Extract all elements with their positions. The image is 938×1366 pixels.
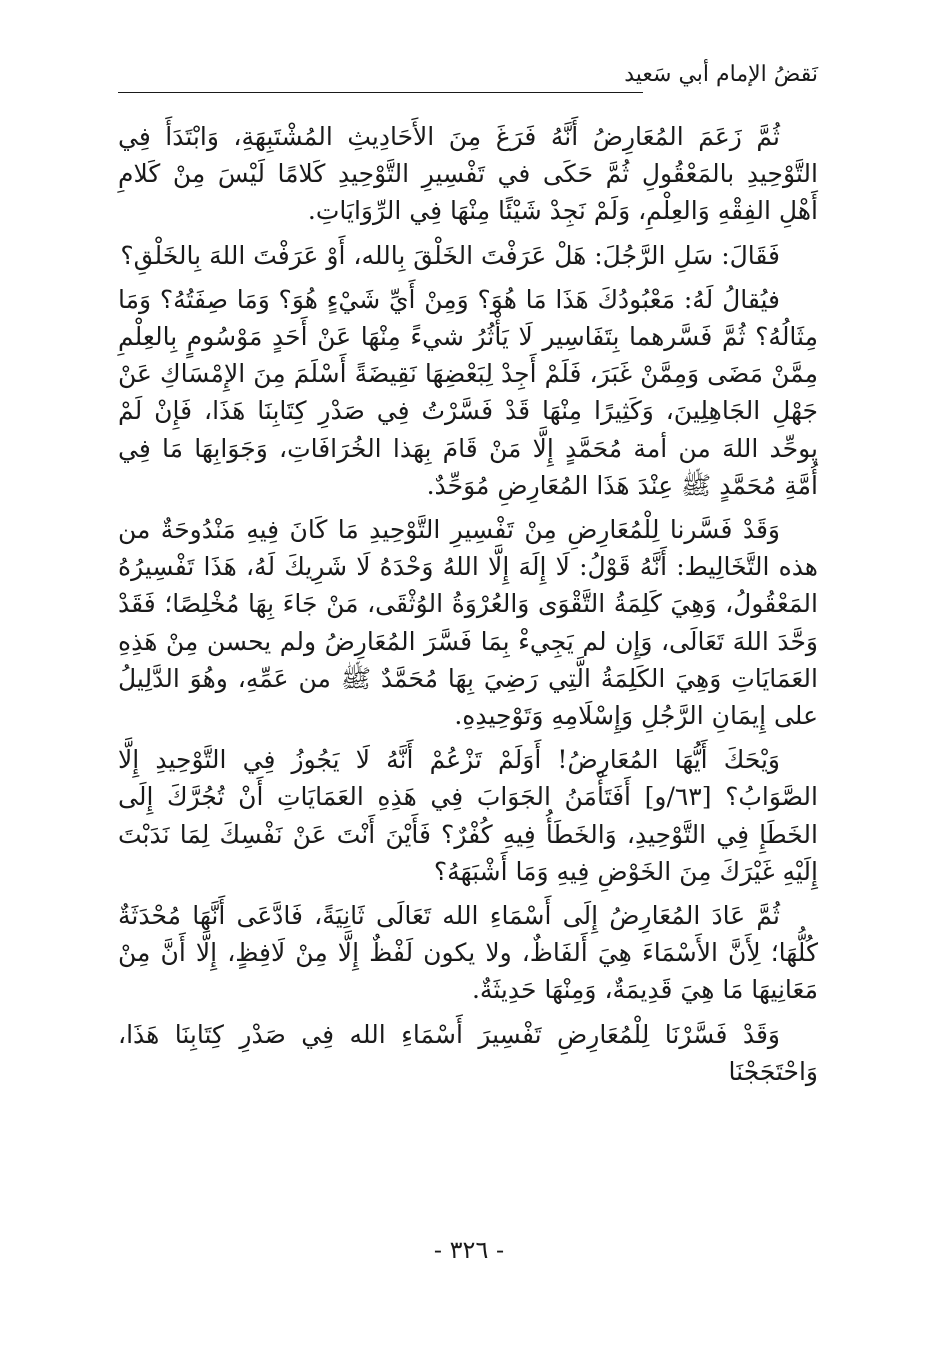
paragraph: وَقَدْ فَسَّرْنَا لِلْمُعَارِضِ تَفْسِيرَ أَسْمَاءِ الله فِي صَدْرِ كِتَابِنَا هَذَا، وَاحْتَجَجْنَا xyxy=(118,1019,818,1086)
page-number: - ٣٢٦ - xyxy=(433,1236,505,1264)
paragraph: فيُقالُ لَهُ: مَعْبُودُكَ هَذَا مَا هُوَ؟ وَمِنْ أَيِّ شَيْءٍ هُوَ؟ وَمَا صِفَتُهُ؟ وَمَا مِثَالُهُ؟ ثُمَّ فَسَّرهما بِتَفَاسِير لَا يَأْثُرُ شيءً مِنْهَا عَنْ أَحَدٍ مَوْسُومٍ بِالعِلْمِ مِمَّنْ مَضَى وَمِمَّنْ غَبَرَ، فَلَمْ أَجِدْ لِبَعْضِهَا نَقِيضَةً أَسْلَمَ مِنَ الإِمْسَاكِ عَنْ جَهْلِ الجَاهِلِينَ، وَكَثِيرًا مِنْهَا قَدْ فَسَّرْتُ فِي صَدْرِ كِتَابِنَا هَذَا، فَإِنْ لَمْ يوحِّد اللهَ من أمة مُحَمَّدٍ إِلَّا مَنْ قَامَ بِهَذا الخُرَافَاتِ، وَجَوَابِهَا مَا فِي أُمَّةِ مُحَمَّدٍ ﷺ عِنْدَ هَذَا المُعَارِضِ مُوَحِّدٌ. xyxy=(118,284,818,500)
paragraph: وَيْحَكَ أَيُّهَا المُعَارِضُ! أَوَلَمْ تَزْعُمْ أَنَّهُ لَا يَجُوزُ فِي التَّوْحِيدِ إِلَّا الصَّوَابُ؟ [٦٣/و] أَفَتَأْمَنُ الجَوَابَ فِي هَذِهِ العَمَايَاتِ أَنْ تُجُرَّكَ إِلَى الخَطَإِ فِي التَّوْحِيدِ، وَالخَطَأُ فِيهِ كُفْرٌ؟ فَأَيْنَ أَنْتَ عَنْ نَفْسِكَ لِمَا نَدَبْتَ إِلَيْهِ غَيْرَكَ مِنَ الخَوْضِ فِيهِ وَمَا أَشْبَهَهُ؟ xyxy=(118,745,819,886)
header-rule xyxy=(118,92,643,93)
paragraph: وَقَدْ فَسَّرنا لِلْمُعَارِضِ مِنْ تَفْسِيرِ التَّوْحِيدِ مَا كَانَ فِيهِ مَنْدُوحَةٌ من هذه التَّخَالِيط: أَنَّهُ قَوْلُ: لَا إِلَهَ إِلَّا اللهُ وَحْدَهُ لَا شَرِيكَ لَهُ، هَذَا تَفْسِيرُهُ المَعْقُولُ، وَهِيَ كَلِمَةُ التَّقْوَى وَالعُرْوَةُ الوُثْقَى، مَنْ جَاءَ بِهَا مُخْلِصًا؛ فَقَدْ وَحَّدَ اللهَ تَعَالَى، وَإِن لم يَجِيءْ بِمَا فَسَّرَ المُعَارِضُ ولم يحسن مِنْ هَذِهِ العَمَايَاتِ وَهِيَ الكَلِمَةُ الَّتِي رَضِيَ بِهَا مُحَمَّدٌ ﷺ من عَمِّهِ، وهُوَ الدَّلِيلُ على إِيمَانِ الرَّجُلِ وَإِسْلَامِهِ وَتَوْحِيدِهِ. xyxy=(118,515,818,731)
paragraph: ثُمَّ زَعَمَ المُعَارِضُ أَنَّهُ فَرَغَ مِنَ الأَحَادِيثِ المُشْتَبِهَةِ، وَابْتَدَأَ فِي التَّوْحِيدِ بالمَعْقُولِ ثُمَّ حَكَى في تَفْسِيرِ التَّوْحِيدِ كَلامًا لَيْسَ مِنْ كَلامِ أَهْلِ الفِقْهِ وَالعِلْمِ، وَلَمْ نَجِدْ شَيْئًا مِنْهَا فِي الرِّوَايَاتِ. xyxy=(118,122,818,226)
body-text xyxy=(118,118,818,1097)
header-title: نَقضُ الإمام أبي سَعيد xyxy=(624,62,818,87)
paragraph: فَقَالَ: سَلِ الرَّجُلَ: هَلْ عَرَفْتَ الخَلْقَ بِالله، أَوْ عَرَفْتَ اللهَ بِالخَلْقِ؟ xyxy=(120,240,780,270)
paragraph: ثُمَّ عَادَ المُعَارِضُ إِلَى أَسْمَاءِ الله تَعَالَى ثَانِيَةً، فَادَّعَى أَنَّهَا مُحْدَثَةٌ كُلُّهَا؛ لِأَنَّ الأَسْمَاءَ هِيَ أَلفَاظٌ، ولا يكون لَفْظٌ إِلَّا مِنْ لَافِظٍ، إِلَّا أَنَّ مِنْ مَعَانِيهَا مَا هِيَ قَدِيمَةٌ، وَمِنْهَا حَدِيثَةٌ. xyxy=(118,901,818,1005)
running-header xyxy=(118,62,818,102)
